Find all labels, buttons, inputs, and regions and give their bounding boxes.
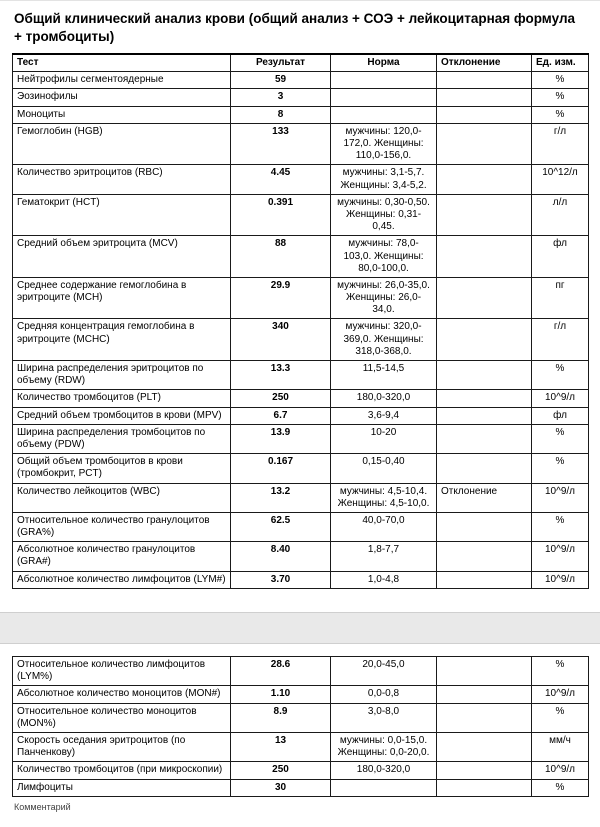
test-cell: Средний объем тромбоцитов в крови (MPV) [13,407,231,424]
results-table-body-2 [13,657,589,797]
result-cell: 0.391 [231,194,331,236]
deviation-cell [437,454,532,483]
unit-cell: % [532,361,589,390]
deviation-cell [437,123,532,165]
unit-cell: 10^9/л [532,686,589,703]
norm-cell: 0,15-0,40 [331,454,437,483]
test-cell: Гематокрит (HCT) [13,194,231,236]
test-cell: Относительное количество гранулоцитов (GRA%) [13,512,231,541]
norm-cell: 10-20 [331,424,437,453]
table-row [13,512,589,541]
test-cell: Абсолютное количество моноцитов (MON#) [13,686,231,703]
table-header-row [13,54,589,72]
table-row [13,194,589,236]
test-cell: Эозинофилы [13,89,231,106]
result-cell: 88 [231,236,331,278]
test-cell: Относительное количество лимфоцитов (LYM%) [13,657,231,686]
report-page-2 [0,644,600,812]
deviation-cell [437,390,532,407]
norm-cell: 20,0-45,0 [331,657,437,686]
column-header-norm: Норма [331,54,437,72]
deviation-cell [437,686,532,703]
unit-cell: л/л [532,194,589,236]
unit-cell: фл [532,407,589,424]
unit-cell: % [532,106,589,123]
result-cell: 8.40 [231,542,331,571]
norm-cell: 0,0-0,8 [331,686,437,703]
test-cell: Моноциты [13,106,231,123]
deviation-cell [437,732,532,761]
norm-cell: 180,0-320,0 [331,762,437,779]
norm-cell: 11,5-14,5 [331,361,437,390]
norm-cell: мужчины: 0,30-0,50. Женщины: 0,31-0,45. [331,194,437,236]
norm-cell: 180,0-320,0 [331,390,437,407]
deviation-cell [437,194,532,236]
result-cell: 13.3 [231,361,331,390]
result-cell: 13 [231,732,331,761]
test-cell: Количество лейкоцитов (WBC) [13,483,231,512]
unit-cell: % [532,703,589,732]
norm-cell [331,106,437,123]
norm-cell: 3,6-9,4 [331,407,437,424]
table-row [13,779,589,796]
table-row [13,657,589,686]
table-row [13,319,589,361]
deviation-cell [437,89,532,106]
result-cell: 4.45 [231,165,331,194]
test-cell: Абсолютное количество лимфоцитов (LYM#) [13,571,231,588]
result-cell: 59 [231,72,331,89]
result-cell: 340 [231,319,331,361]
results-table-page-2 [12,656,589,797]
norm-cell: 40,0-70,0 [331,512,437,541]
result-cell: 13.2 [231,483,331,512]
norm-cell: мужчины: 120,0-172,0. Женщины: 110,0-156,0. [331,123,437,165]
table-row [13,361,589,390]
unit-cell: 10^9/л [532,762,589,779]
table-row [13,390,589,407]
results-table-body-1 [13,72,589,589]
column-header-test: Тест [13,54,231,72]
deviation-cell [437,424,532,453]
norm-cell: 1,0-4,8 [331,571,437,588]
deviation-cell [437,542,532,571]
test-cell: Средняя концентрация гемоглобина в эритроците (MCHC) [13,319,231,361]
deviation-cell [437,72,532,89]
test-cell: Средний объем эритроцита (MCV) [13,236,231,278]
table-row [13,703,589,732]
result-cell: 8 [231,106,331,123]
test-cell: Нейтрофилы сегментоядерные [13,72,231,89]
norm-cell: 3,0-8,0 [331,703,437,732]
norm-cell [331,89,437,106]
test-cell: Количество эритроцитов (RBC) [13,165,231,194]
result-cell: 250 [231,762,331,779]
result-cell: 6.7 [231,407,331,424]
deviation-cell [437,512,532,541]
deviation-cell [437,779,532,796]
page-break-gap [0,612,600,644]
test-cell: Ширина распределения тромбоцитов по объему (PDW) [13,424,231,453]
norm-cell: мужчины: 4,5-10,4. Женщины: 4,5-10,0. [331,483,437,512]
test-cell: Относительное количество моноцитов (MON%) [13,703,231,732]
column-header-unit: Ед. изм. [532,54,589,72]
norm-cell [331,779,437,796]
results-table-page-1 [12,53,589,589]
norm-cell: мужчины: 78,0-103,0. Женщины: 80,0-100,0. [331,236,437,278]
table-row [13,72,589,89]
table-row [13,483,589,512]
test-cell: Гемоглобин (HGB) [13,123,231,165]
unit-cell: % [532,779,589,796]
table-row [13,571,589,588]
result-cell: 62.5 [231,512,331,541]
unit-cell: пг [532,277,589,319]
test-cell: Ширина распределения эритроцитов по объему (RDW) [13,361,231,390]
table-row [13,762,589,779]
deviation-cell [437,106,532,123]
table-row [13,106,589,123]
table-row [13,454,589,483]
result-cell: 30 [231,779,331,796]
test-cell: Скорость оседания эритроцитов (по Панченкову) [13,732,231,761]
unit-cell: 10^12/л [532,165,589,194]
norm-cell: мужчины: 26,0-35,0. Женщины: 26,0-34,0. [331,277,437,319]
result-cell: 3.70 [231,571,331,588]
deviation-cell: Отклонение [437,483,532,512]
deviation-cell [437,407,532,424]
table-row [13,236,589,278]
table-row [13,407,589,424]
deviation-cell [437,762,532,779]
norm-cell: 1,8-7,7 [331,542,437,571]
table-row [13,686,589,703]
unit-cell: г/л [532,123,589,165]
test-cell: Лимфоциты [13,779,231,796]
test-cell: Среднее содержание гемоглобина в эритроците (MCH) [13,277,231,319]
unit-cell: % [532,424,589,453]
test-cell: Количество тромбоцитов (при микроскопии) [13,762,231,779]
result-cell: 1.10 [231,686,331,703]
column-header-result: Результат [231,54,331,72]
deviation-cell [437,703,532,732]
unit-cell: % [532,72,589,89]
deviation-cell [437,319,532,361]
result-cell: 250 [231,390,331,407]
deviation-cell [437,361,532,390]
table-row [13,89,589,106]
result-cell: 28.6 [231,657,331,686]
footer-note: Комментарий [14,801,71,812]
test-cell: Абсолютное количество гранулоцитов (GRA#) [13,542,231,571]
result-cell: 0.167 [231,454,331,483]
norm-cell: мужчины: 320,0-369,0. Женщины: 318,0-368,0. [331,319,437,361]
table-row [13,165,589,194]
report-title: Общий клинический анализ крови (общий анализ + СОЭ + лейкоцитарная формула + тромбоциты) [14,11,576,44]
deviation-cell [437,571,532,588]
unit-cell: % [532,512,589,541]
test-cell: Количество тромбоцитов (PLT) [13,390,231,407]
table-row [13,732,589,761]
result-cell: 3 [231,89,331,106]
result-cell: 29.9 [231,277,331,319]
deviation-cell [437,657,532,686]
test-cell: Общий объем тромбоцитов в крови (тромбокрит, PCT) [13,454,231,483]
unit-cell: г/л [532,319,589,361]
result-cell: 8.9 [231,703,331,732]
unit-cell: 10^9/л [532,483,589,512]
deviation-cell [437,277,532,319]
norm-cell [331,72,437,89]
unit-cell: % [532,657,589,686]
unit-cell: 10^9/л [532,390,589,407]
unit-cell: фл [532,236,589,278]
unit-cell: % [532,454,589,483]
norm-cell: мужчины: 0,0-15,0. Женщины: 0,0-20,0. [331,732,437,761]
deviation-cell [437,236,532,278]
unit-cell: 10^9/л [532,571,589,588]
table-row [13,542,589,571]
unit-cell: % [532,89,589,106]
norm-cell: мужчины: 3,1-5,7. Женщины: 3,4-5,2. [331,165,437,194]
deviation-cell [437,165,532,194]
unit-cell: 10^9/л [532,542,589,571]
table-row [13,277,589,319]
table-row [13,424,589,453]
result-cell: 133 [231,123,331,165]
table-row [13,123,589,165]
result-cell: 13.9 [231,424,331,453]
unit-cell: мм/ч [532,732,589,761]
column-header-deviation: Отклонение [437,54,532,72]
